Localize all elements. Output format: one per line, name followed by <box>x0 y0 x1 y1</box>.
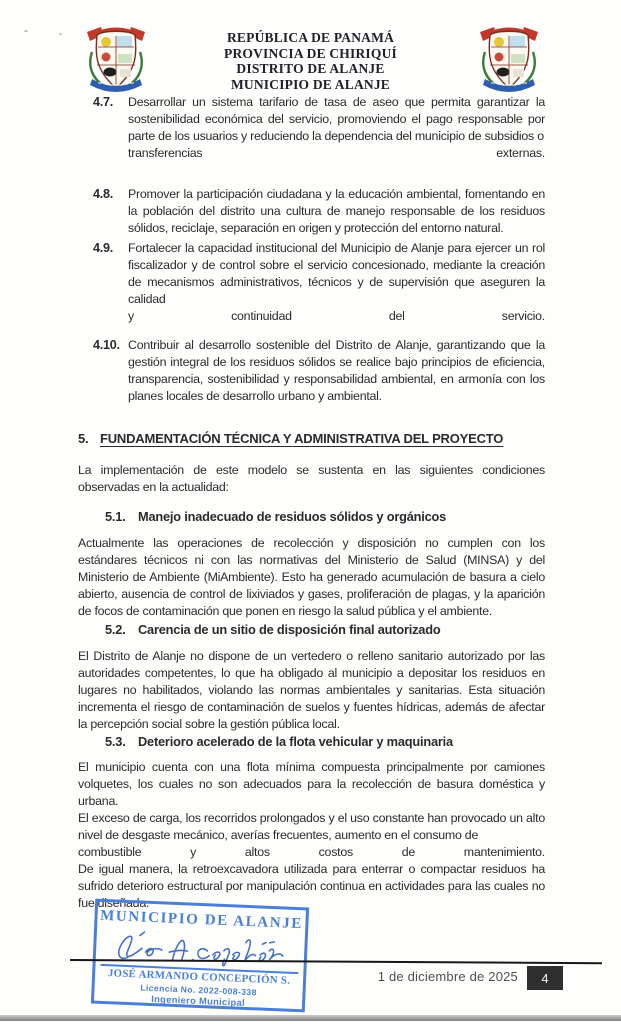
stamp-title: MUNICIPIO DE ALANJE <box>99 907 304 933</box>
subsection-number: 5.2. <box>105 622 126 637</box>
list-item-4-8 <box>93 186 545 237</box>
subsection-title: Carencia de un sitio de disposición final autorizado <box>138 622 441 637</box>
subsection-5-3-paragraph-2: El exceso de carga, los recorridos prolongados y el uso constante han provocado un alto nivel de desgaste mecánico, averías frecuentes, aumento en el consumo de <box>78 811 545 842</box>
item-text-justified-line: transferencias externas. <box>128 146 545 160</box>
subsection-5-3-heading <box>105 733 545 750</box>
item-text: Fortalecer la capacidad institucional del Municipio de Alanje para ejercer un rol fiscalizador y de control sobre el servicio concesionado, mediante la creación de mecanismos administrativos, técnicos y de supervisión que aseguren la calidad <box>128 241 545 306</box>
scan-edge-artifact <box>0 1015 621 1021</box>
item-text: Desarrollar un sistema tarifario de tasa de aseo que permita garantizar la sostenibilidad económica del servicio, promoviendo el pago responsable por parte de los usuarios y reduciendo la dependencia del municipio de subsidios o <box>128 95 545 143</box>
footer-date: 1 de diciembre de 2025 <box>377 969 518 984</box>
subsection-5-2-heading <box>105 621 545 638</box>
subsection-5-1-paragraph: Actualmente las operaciones de recolección y disposición no cumplen con los estándares técnicos ni con las normativas del Ministerio de Salud (MINSA) y del Ministerio de Ambiente (MiAmbiente). Esto ha generado acumulación de basura a cielo abierto, ausencia de control de lixiviados y gases, proliferación de plagas, y la aparición de focos de contaminación que ponen en riesgo la salud pública y el ambiente. <box>78 536 545 618</box>
item-number: 4.9. <box>93 241 114 255</box>
municipal-stamp <box>91 899 309 1013</box>
item-number: 4.7. <box>93 95 114 109</box>
subsection-5-1-heading <box>105 508 545 525</box>
item-number: 4.10. <box>93 338 120 352</box>
subsection-number: 5.1. <box>105 509 126 524</box>
subsection-title: Deterioro acelerado de la flota vehicular y maquinaria <box>138 734 453 749</box>
stamp-license-number: Licencia No. 2022-008-338 <box>140 982 257 998</box>
subsection-5-3-paragraph-3: De igual manera, la retroexcavadora utilizada para enterrar o compactar residuos ha sufrido deterioro estructural por manipulación continua en actividades para las cuales no fue diseñada. <box>78 862 545 910</box>
item-text: Promover la participación ciudadana y la educación ambiental, fomentando en la población del distrito una cultura de manejo responsable de los residuos sólidos, reciclaje, separación en origen y protección del entorno natural. <box>128 187 545 235</box>
municipal-crest-icon <box>84 24 148 94</box>
section-number: 5. <box>78 431 89 446</box>
subsection-5-3-paragraph-1: El municipio cuenta con una flota mínima compuesta principalmente por camiones volquetes, los cuales no son adecuados para la recolección de basura doméstica y urbana. <box>78 760 545 808</box>
header-line-district: DISTRITO DE ALANJE <box>236 61 385 76</box>
list-item-4-9 <box>93 240 545 325</box>
page-number-badge: 4 <box>527 966 563 990</box>
section-5-intro: La implementación de este modelo se sustenta en las siguientes condiciones observadas en la actualidad: <box>78 463 545 494</box>
header-line-municipio: MUNICIPIO DE ALANJE <box>230 76 391 92</box>
subsection-5-2-paragraph: El Distrito de Alanje no dispone de un vertedero o relleno sanitario autorizado por las autoridades competentes, lo que ha obligado al municipio a depositar los residuos en lugares no habilitados, violando las normas ambientales y sanitarias. Esta situación incrementa el riesgo de contaminación de suelos y fuentes hídricas, además de afectar la percepción social sobre la gestión pública local. <box>78 649 545 731</box>
item-number: 4.8. <box>93 187 114 201</box>
scan-speck <box>59 33 62 35</box>
list-item-4-7 <box>93 94 545 162</box>
stamp-signatory-name: JOSÉ ARMANDO CONCEPCIÓN S. <box>107 967 291 987</box>
section-title: FUNDAMENTACIÓN TÉCNICA Y ADMINISTRATIVA DEL PROYECTO <box>100 431 504 446</box>
scan-speck <box>24 30 28 32</box>
header-line-province: PROVINCIA DE CHIRIQUÍ <box>224 45 397 61</box>
section-5-heading <box>78 430 545 447</box>
subsection-number: 5.3. <box>105 734 126 749</box>
stamp-signatory-role: Ingeniero Municipal <box>151 993 246 1008</box>
subsection-title: Manejo inadecuado de residuos sólidos y orgánicos <box>138 509 447 524</box>
item-text: Contribuir al desarrollo sostenible del Distrito de Alanje, garantizando que la gestión integral de los residuos sólidos se realice bajo principios de eficiencia, transparencia, sostenibilidad y responsabilidad ambiental, en armonía con los planes locales de desarrollo urbano y ambiental. <box>128 338 545 403</box>
municipal-crest-icon <box>477 24 541 94</box>
list-item-4-10 <box>93 337 545 405</box>
item-text-justified-line: y continuidad del servicio. <box>128 309 545 323</box>
document-body <box>0 94 621 912</box>
header-line-republic: REPÚBLICA DE PANAMÁ <box>226 30 395 45</box>
subsection-5-3-justified-line: combustible y altos costos de mantenimiento. <box>78 845 545 859</box>
